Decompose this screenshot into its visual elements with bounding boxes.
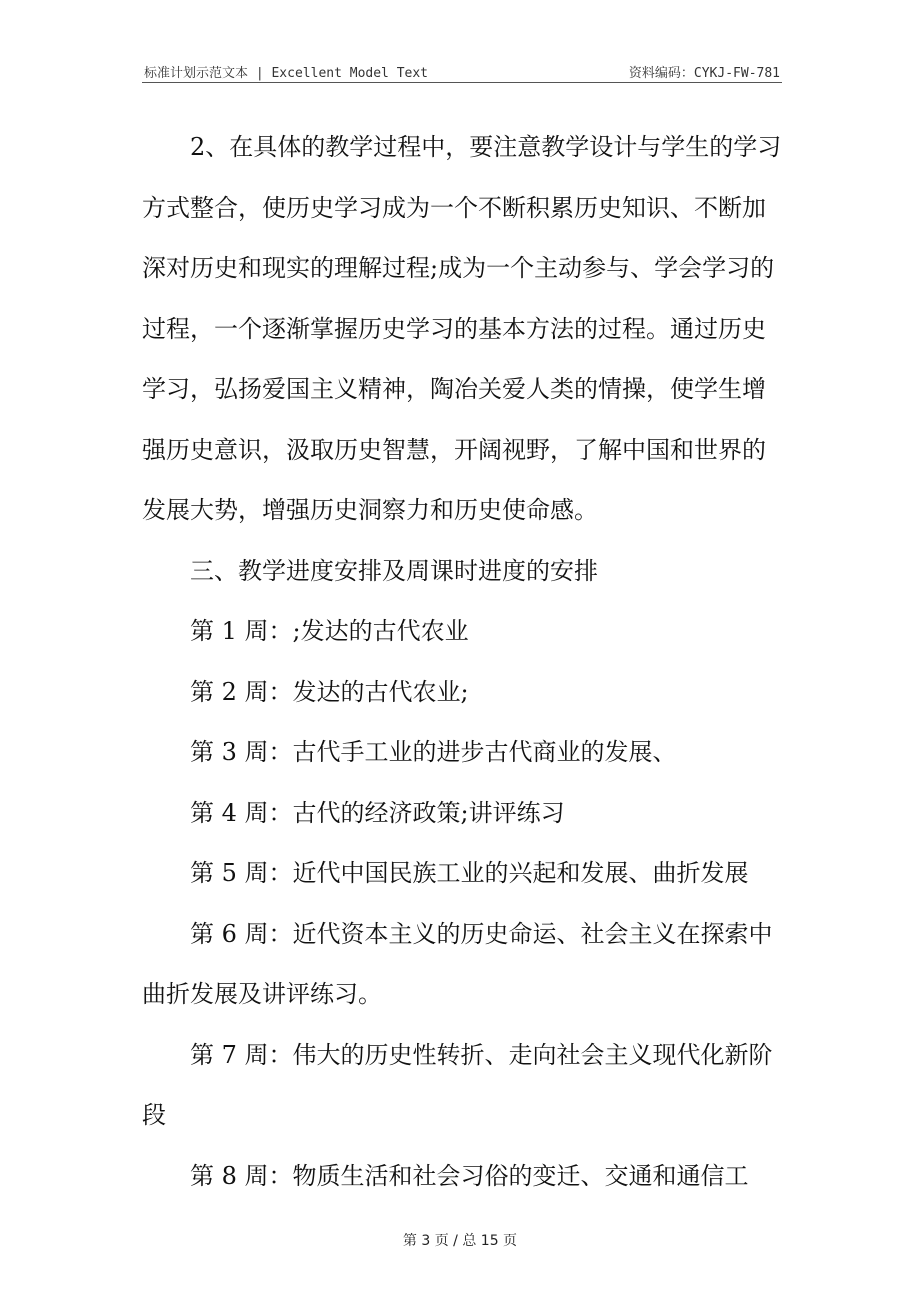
document-body [142, 117, 782, 1206]
schedule-week-1: 第 1 周：;发达的古代农业 [190, 617, 469, 645]
header-title: 标准计划示范文本 | Excellent Model Text [144, 66, 429, 81]
page-number: 第 3 页 / 总 15 页 [402, 1233, 518, 1249]
schedule-week-3: 第 3 周：古代手工业的进步古代商业的发展、 [190, 738, 677, 766]
paragraph-teaching-process: 2、在具体的教学过程中，要注意教学设计与学生的学习方式整合，使历史学习成为一个不断积累历史知识、不断加深对历史和现实的理解过程;成为一个主动参与、学会学习的过程，一个逐渐掌握历史学习的基本方法的过程。通过历史学习，弘扬爱国主义精神，陶冶关爱人类的情操，使学生增强历史意识，汲取历史智慧，开阔视野，了解中国和世界的发展大势，增强历史洞察力和历史使命感。 [142, 133, 782, 524]
schedule-week-4: 第 4 周：古代的经济政策;讲评练习 [190, 798, 565, 827]
schedule-week-6: 第 6 周：近代资本主义的历史命运、社会主义在探索中曲折发展及讲评练习。 [142, 919, 773, 1008]
page-header [142, 60, 782, 83]
schedule-week-2: 第 2 周：发达的古代农业; [190, 677, 469, 706]
schedule-week-8: 第 8 周：物质生活和社会习俗的变迁、交通和通信工 [190, 1161, 749, 1190]
document-code: 资料编码：CYKJ-FW-781 [628, 66, 780, 81]
schedule-week-7: 第 7 周：伟大的历史性转折、走向社会主义现代化新阶段 [142, 1040, 773, 1129]
section-heading-schedule: 三、教学进度安排及周课时进度的安排 [190, 556, 598, 585]
schedule-week-5: 第 5 周：近代中国民族工业的兴起和发展、曲折发展 [190, 859, 749, 887]
